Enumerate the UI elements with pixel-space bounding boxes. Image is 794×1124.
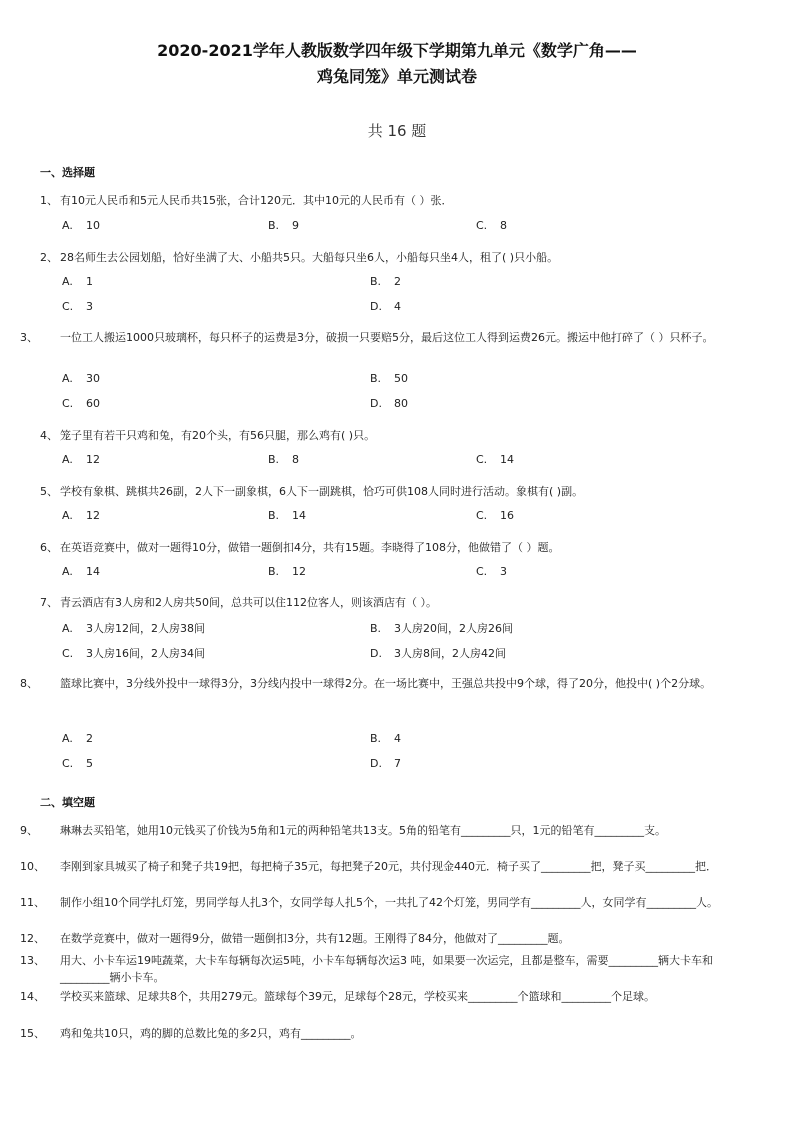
option-text: 12 <box>86 453 100 466</box>
option-label: A. <box>62 372 73 385</box>
option-label: C. <box>476 509 488 522</box>
option-text: 3 <box>86 300 93 313</box>
option-text: 14 <box>500 453 514 466</box>
option-text: 1 <box>86 275 93 288</box>
question-text: 琳琳去买铅笔，她用10元钱买了价钱为5角和1元的两种铅笔共13支。5角的铅笔有_________只，1元的铅笔有_________支。 <box>60 824 666 837</box>
option-c <box>62 757 93 770</box>
option-label: B. <box>370 275 382 288</box>
option-a <box>62 732 93 745</box>
title-line-2: 鸡兔同笼》单元测试卷 <box>316 67 477 86</box>
option-text: 3 <box>500 565 507 578</box>
question-2 <box>40 249 720 266</box>
question-text: 学校买来篮球、足球共8个，共用279元。篮球每个39元，足球每个28元，学校买来_________个篮球和_________个足球。 <box>60 990 655 1003</box>
question-text: 28名师生去公园划船，恰好坐满了大、小船共5只。大船每只坐6人，小船每只坐4人，租了( )只小船。 <box>60 251 559 264</box>
option-a <box>62 275 93 288</box>
question-15 <box>20 1025 740 1042</box>
question-number: 1、 <box>40 194 58 207</box>
option-label: C. <box>62 757 74 770</box>
question-14 <box>20 988 740 1005</box>
option-label: B. <box>268 509 280 522</box>
option-text: 2 <box>394 275 401 288</box>
question-13 <box>20 952 740 986</box>
question-3 <box>20 329 740 346</box>
option-b <box>268 219 299 232</box>
option-text: 8 <box>292 453 299 466</box>
option-label: C. <box>476 219 488 232</box>
option-text: 80 <box>394 397 408 410</box>
question-number: 12、 <box>20 932 45 945</box>
question-text: 篮球比赛中，3分线外投中一球得3分，3分线内投中一球得2分。在一场比赛中，王强总共投中9个球，得了20分，他投中( )个2分球。 <box>60 677 712 690</box>
question-text: 青云酒店有3人房和2人房共50间，总共可以住112位客人，则该酒店有（ ）。 <box>60 596 437 609</box>
question-number: 9、 <box>20 824 38 837</box>
option-text: 14 <box>86 565 100 578</box>
question-text: 李刚到家具城买了椅子和凳子共19把，每把椅子35元，每把凳子20元，共付现金440元．椅子买了_________把，凳子买_________把． <box>60 860 717 873</box>
option-label: A. <box>62 453 73 466</box>
question-1 <box>40 192 720 209</box>
option-text: 4 <box>394 300 401 313</box>
question-text: 笼子里有若干只鸡和兔，有20个头，有56只腿，那么鸡有( )只。 <box>60 429 376 442</box>
option-label: C. <box>476 565 488 578</box>
option-label: C. <box>476 453 488 466</box>
question-12 <box>20 930 740 947</box>
question-number: 13、 <box>20 954 45 967</box>
option-b <box>370 620 513 636</box>
option-c <box>62 300 93 313</box>
option-label: A. <box>62 622 73 635</box>
option-text: 4 <box>394 732 401 745</box>
option-label: B. <box>370 732 382 745</box>
question-text: 一位工人搬运1000只玻璃杯，每只杯子的运费是3分，破损一只要赔5分，最后这位工人得到运费26元。搬运中他打碎了（ ）只杯子。 <box>60 331 714 344</box>
option-label: B. <box>268 453 280 466</box>
option-label: A. <box>62 219 73 232</box>
question-number: 5、 <box>40 485 58 498</box>
question-11 <box>20 894 740 911</box>
option-label: A. <box>62 275 73 288</box>
option-b <box>370 732 401 745</box>
option-d <box>370 645 506 661</box>
option-text: 3人房16间，2人房34间 <box>86 647 205 660</box>
option-c <box>476 509 514 522</box>
option-c <box>62 397 100 410</box>
option-b <box>370 372 408 385</box>
section-heading-fill: 二、填空题 <box>40 796 95 809</box>
question-text: 制作小组10个同学扎灯笼，男同学每人扎3个，女同学每人扎5个，一共扎了42个灯笼，男同学有_________人，女同学有_________人。 <box>60 896 718 909</box>
question-number: 4、 <box>40 429 58 442</box>
option-text: 30 <box>86 372 100 385</box>
option-label: A. <box>62 565 73 578</box>
option-c <box>476 565 507 578</box>
question-9 <box>20 822 740 839</box>
question-number: 14、 <box>20 990 45 1003</box>
option-a <box>62 620 205 636</box>
option-label: C. <box>62 647 74 660</box>
question-text: 在英语竞赛中，做对一题得10分，做错一题倒扣4分，共有15题。李晓得了108分，他做错了（ ）题。 <box>60 541 560 554</box>
question-text: 用大、小卡车运19吨蔬菜，大卡车每辆每次运5吨，小卡车每辆每次运3 吨，如果要一次运完，且都是整车，需要_________辆大卡车和_________辆小卡车。 <box>60 954 713 984</box>
option-d <box>370 300 401 313</box>
section-heading-choice: 一、选择题 <box>40 166 95 179</box>
option-text: 2 <box>86 732 93 745</box>
option-a <box>62 453 100 466</box>
question-text: 鸡和兔共10只，鸡的脚的总数比兔的多2只，鸡有_________。 <box>60 1027 362 1040</box>
option-b <box>268 453 299 466</box>
option-b <box>268 565 306 578</box>
option-label: D. <box>370 397 382 410</box>
option-label: B. <box>370 372 382 385</box>
option-a <box>62 565 100 578</box>
question-text: 在数学竞赛中，做对一题得9分，做错一题倒扣3分，共有12题。王刚得了84分，他做对了_________题。 <box>60 932 570 945</box>
option-text: 3人房8间，2人房42间 <box>394 647 506 660</box>
option-d <box>370 397 408 410</box>
question-number: 6、 <box>40 541 58 554</box>
option-b <box>370 275 401 288</box>
option-label: C. <box>62 300 74 313</box>
option-label: B. <box>268 565 280 578</box>
option-text: 9 <box>292 219 299 232</box>
question-number: 3、 <box>20 331 38 344</box>
option-c <box>476 453 514 466</box>
question-8 <box>20 675 740 692</box>
option-label: B. <box>268 219 280 232</box>
question-count: 共 16 题 <box>367 122 427 140</box>
option-c <box>62 645 205 661</box>
question-number: 11、 <box>20 896 45 909</box>
question-6 <box>40 539 720 556</box>
option-text: 60 <box>86 397 100 410</box>
question-text: 有10元人民币和5元人民币共15张，合计120元．其中10元的人民币有（ ）张． <box>60 194 453 207</box>
option-b <box>268 509 306 522</box>
question-number: 7、 <box>40 596 58 609</box>
question-number: 2、 <box>40 251 58 264</box>
option-text: 8 <box>500 219 507 232</box>
option-label: A. <box>62 509 73 522</box>
option-label: A. <box>62 732 73 745</box>
option-text: 10 <box>86 219 100 232</box>
option-label: D. <box>370 757 382 770</box>
option-label: D. <box>370 300 382 313</box>
option-text: 7 <box>394 757 401 770</box>
question-number: 8、 <box>20 677 38 690</box>
option-text: 14 <box>292 509 306 522</box>
option-text: 3人房12间，2人房38间 <box>86 622 205 635</box>
option-text: 50 <box>394 372 408 385</box>
question-4 <box>40 427 720 444</box>
option-a <box>62 372 100 385</box>
question-text: 学校有象棋、跳棋共26副，2人下一副象棋，6人下一副跳棋，恰巧可供108人同时进行活动。象棋有( )副。 <box>60 485 584 498</box>
option-label: D. <box>370 647 382 660</box>
option-a <box>62 219 100 232</box>
option-a <box>62 509 100 522</box>
question-number: 10、 <box>20 860 45 873</box>
option-label: B. <box>370 622 382 635</box>
question-number: 15、 <box>20 1027 45 1040</box>
option-text: 5 <box>86 757 93 770</box>
option-text: 16 <box>500 509 514 522</box>
question-5 <box>40 483 720 500</box>
option-c <box>476 219 507 232</box>
question-10 <box>20 858 740 875</box>
option-text: 12 <box>86 509 100 522</box>
option-text: 12 <box>292 565 306 578</box>
title-line-1: 2020-2021学年人教版数学四年级下学期第九单元《数学广角—— <box>157 41 637 60</box>
option-d <box>370 757 401 770</box>
question-7 <box>40 594 720 611</box>
option-text: 3人房20间，2人房26间 <box>394 622 513 635</box>
option-label: C. <box>62 397 74 410</box>
